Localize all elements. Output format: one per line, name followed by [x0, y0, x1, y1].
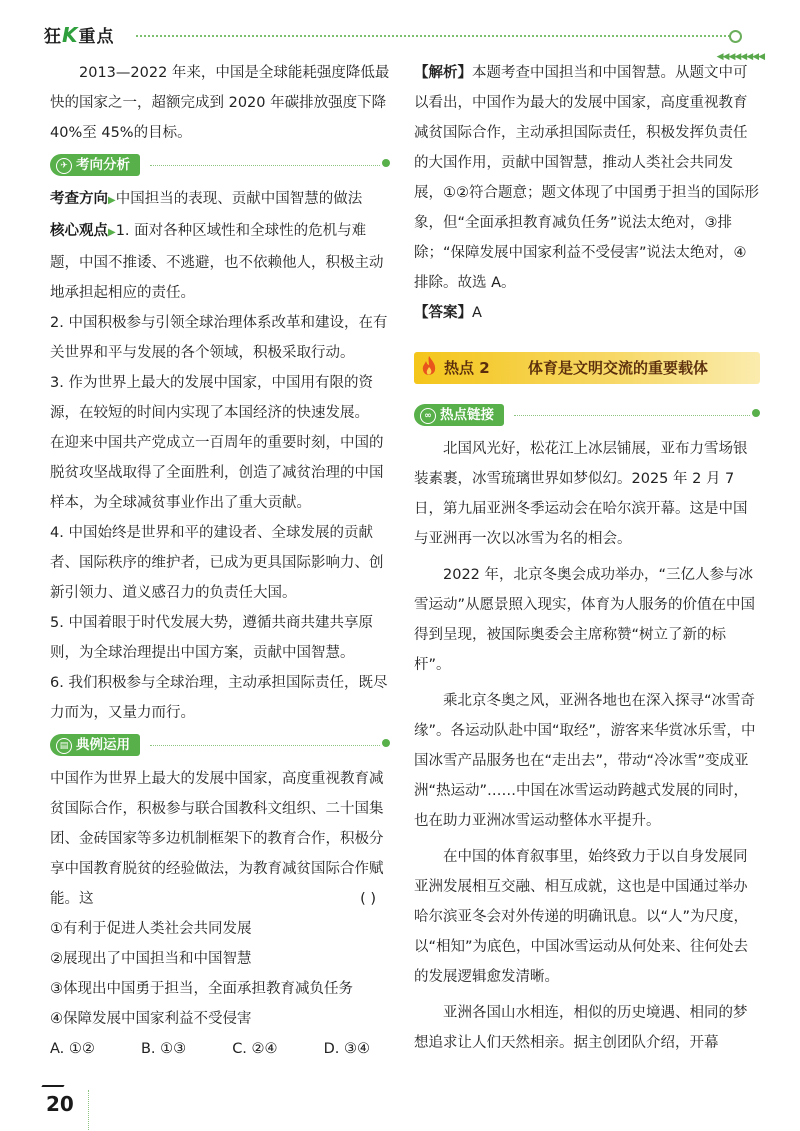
core-point-3: 3. 作为世界上最大的发展中国家，中国用有限的资源，在较短的时间内实现了本国经济的快速发展。: [50, 375, 373, 421]
pen-icon: [41, 1071, 72, 1087]
choice-a: A. ①②: [50, 1041, 95, 1057]
right-column: [414, 58, 760, 1058]
choices-row: [50, 1034, 390, 1064]
brand-logo: [44, 22, 115, 47]
compass-icon: ✈: [56, 158, 72, 174]
header-circle-icon: [729, 30, 742, 43]
core-point-2: 2. 中国积极参与引领全球治理体系改革和建设，在有关世界和平与发展的各个领域，积极采取行动。: [50, 315, 388, 361]
option-4: ④保障发展中国家利益不受侵害: [50, 1011, 252, 1027]
core-point-4: 4. 中国始终是世界和平的建设者、全球发展的贡献者、国际秩序的维护者，已成为更具国际影响力、创新引领力、道义感召力的负责任大国。: [50, 525, 384, 601]
section-title: 考向分析: [76, 157, 130, 173]
article-paragraph-4: 在中国的体育叙事里，始终致力于以自身发展同亚洲发展相互交融、相互成就，这也是中国通过举办哈尔滨亚冬会对外传递的明确讯息。以“人”为尺度，以“相知”为底色，中国冰雪运动从何处来、往何处去的发展逻辑愈发清晰。: [414, 849, 749, 985]
link-icon: ∞: [420, 408, 436, 424]
page-number: 20: [46, 1068, 74, 1116]
section-header-analysis: [50, 154, 390, 176]
footer-divider: [88, 1090, 89, 1130]
header-divider: [136, 35, 738, 37]
dot-icon: [382, 159, 390, 167]
answer-paren: ( ): [360, 891, 376, 907]
article-paragraph-1: 北国风光好，松花江上冰层铺展，亚布力雪场银装素裹，冰雪琉璃世界如梦似幻。2025 年 2 月 7 日，第九届亚洲冬季运动会在哈尔滨开幕。这是中国与亚洲再一次以冰雪为名的相会。: [414, 441, 748, 547]
intro-paragraph: 2013—2022 年来，中国是全球能耗强度降低最快的国家之一，超额完成到 2020 年碳排放强度下降 40%至 45%的目标。: [50, 65, 390, 141]
dot-icon: [752, 409, 760, 417]
direction-line: 考查方向▶中国担当的表现、贡献中国智慧的做法: [50, 191, 363, 207]
article-paragraph-5: 亚洲各国山水相连，相似的历史境遇、相同的梦想追求让人们天然相亲。据主创团队介绍，开幕: [414, 1005, 748, 1051]
section-header-hotlink: [414, 404, 760, 426]
article-paragraph-2: 2022 年，北京冬奥会成功举办，“三亿人参与冰雪运动”从愿景照入现实，体育为人服务的价值在中国得到呈现，被国际奥委会主席称赞“树立了新的标杆”。: [414, 567, 756, 673]
triangle-icon: ▶: [108, 195, 116, 206]
article-paragraph-3: 乘北京冬奥之风，亚洲各地也在深入探寻“冰雪奇缘”。各运动队赴中国“取经”，游客来华赏冰乐雪，中国冰雪产品服务也在“走出去”，带动“冷冰雪”变成亚洲“热运动”……中国在冰雪运动跨越式发展的同时，也在助力亚洲冰雪运动整体水平提升。: [414, 693, 756, 829]
question-stem: 中国作为世界上最大的发展中国家，高度重视教育减贫国际合作，积极参与联合国教科文组织、二十国集团、金砖国家等多边机制框架下的教育合作，积极分享中国教育脱贫的经验做法，为教育减贫国际合作赋能。这 ( ): [50, 764, 390, 914]
left-column: [50, 58, 390, 1064]
choice-c: C. ②④: [232, 1041, 278, 1057]
answer-line: 【答案】A: [414, 305, 482, 321]
option-1: ①有利于促进人类社会共同发展: [50, 921, 252, 937]
flame-icon: [420, 355, 438, 379]
page-header: [44, 22, 764, 62]
choice-b: B. ①③: [140, 1041, 187, 1057]
hot-label: 热点 2: [444, 359, 490, 377]
choice-d: D. ③④: [323, 1041, 370, 1057]
core-point-6: 6. 我们积极参与全球治理，主动承担国际责任，既尽力而为，又量力而行。: [50, 675, 388, 721]
dot-icon: [382, 739, 390, 747]
core-point-3b: 在迎来中国共产党成立一百周年的重要时刻，中国的脱贫攻坚战取得了全面胜利，创造了减贫治理的中国样本，为全球减贫事业作出了重大贡献。: [50, 435, 384, 511]
hot-topic-banner: [414, 352, 760, 384]
brand-k: K: [62, 23, 79, 47]
section-title: 典例运用: [76, 737, 130, 753]
analysis-paragraph: 【解析】本题考查中国担当和中国智慧。从题文中可以看出，中国作为最大的发展中国家，高度重视教育减贫国际合作，主动承担国际责任，积极发挥负责任的大国作用，贡献中国智慧，推动人类社会共同发展，①②符合题意；题文体现了中国勇于担当的国际形象，但“全面承担教育减负任务”说法太绝对，③排除；“保障发展中国家利益不受侵害”说法太绝对，④排除。故选 A。: [414, 65, 759, 291]
core-point-5: 5. 中国着眼于时代发展大势，遵循共商共建共享原则，为全球治理提出中国方案，贡献中国智慧。: [50, 615, 373, 661]
hot-title: 体育是文明交流的重要载体: [528, 359, 709, 377]
brand-prefix: 狂: [44, 27, 62, 47]
triangle-icon: ▶: [108, 227, 116, 238]
section-header-example: [50, 734, 390, 756]
option-3: ③体现出中国勇于担当，全面承担教育减负任务: [50, 981, 353, 997]
option-2: ②展现出了中国担当和中国智慧: [50, 951, 252, 967]
book-icon: ▤: [56, 738, 72, 754]
brand-suffix: 重点: [78, 27, 115, 47]
core-point-1: 核心观点▶1. 面对各种区域性和全球性的危机与难题，中国不推诿、不逃避，也不依赖他人，积极主动地承担起相应的责任。: [50, 223, 384, 301]
header-arrows-icon: ◀◀◀◀◀◀◀◀: [716, 52, 764, 62]
section-title: 热点链接: [440, 407, 494, 423]
